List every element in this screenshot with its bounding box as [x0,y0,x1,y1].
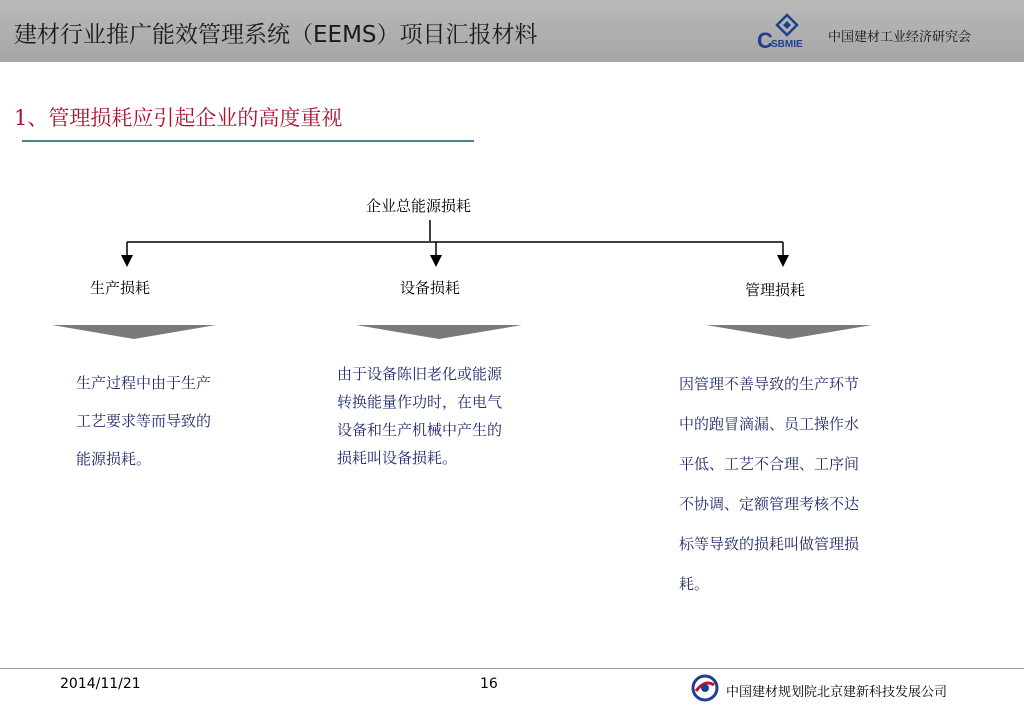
csbmie-logo-icon [757,13,819,51]
desc-line: 损耗叫设备损耗。 [337,449,458,467]
desc-line: 设备和生产机械中产生的 [337,421,503,439]
branch-label-production: 生产损耗 [90,279,151,297]
svg-text:C: C [757,28,773,51]
jianxin-logo-icon [690,673,720,703]
header-org-name: 中国建材工业经济研究会 [828,30,972,45]
chevron-production [52,325,216,339]
section-title: 1、管理损耗应引起企业的高度重视 [14,106,343,130]
desc-line: 由于设备陈旧老化或能源 [337,365,503,383]
desc-line: 平低、工艺不合理、工序间 [679,455,860,473]
desc-management [679,364,859,604]
desc-production [76,364,211,478]
page-number: 16 [480,676,498,692]
desc-line: 工艺要求等而导致的 [76,412,212,430]
desc-line: 耗。 [679,575,710,593]
branch-label-management: 管理损耗 [745,281,806,299]
page-header-title: 建材行业推广能效管理系统（EEMS）项目汇报材料 [14,22,538,48]
header-bar [0,0,1024,62]
chevron-equipment [356,325,522,339]
desc-equipment [337,360,502,472]
branch-label-equipment: 设备损耗 [400,279,461,297]
desc-line: 中的跑冒滴漏、员工操作水 [679,415,860,433]
desc-line: 不协调、定额管理考核不达 [679,495,860,513]
desc-line: 标等导致的损耗叫做管理损 [679,535,860,553]
root-node-label: 企业总能源损耗 [366,197,472,215]
desc-line: 转换能量作功时，在电气 [337,393,503,411]
logo-text: SBMIE [771,39,803,50]
section-underline [22,140,474,142]
desc-line: 能源损耗。 [76,450,152,468]
footer-org-name: 中国建材规划院北京建新科技发展公司 [726,685,948,700]
desc-line: 因管理不善导致的生产环节 [679,375,860,393]
footer-date: 2014/11/21 [60,676,141,692]
desc-line: 生产过程中由于生产 [76,374,212,392]
chevron-management [706,325,872,339]
footer-divider [0,668,1024,669]
